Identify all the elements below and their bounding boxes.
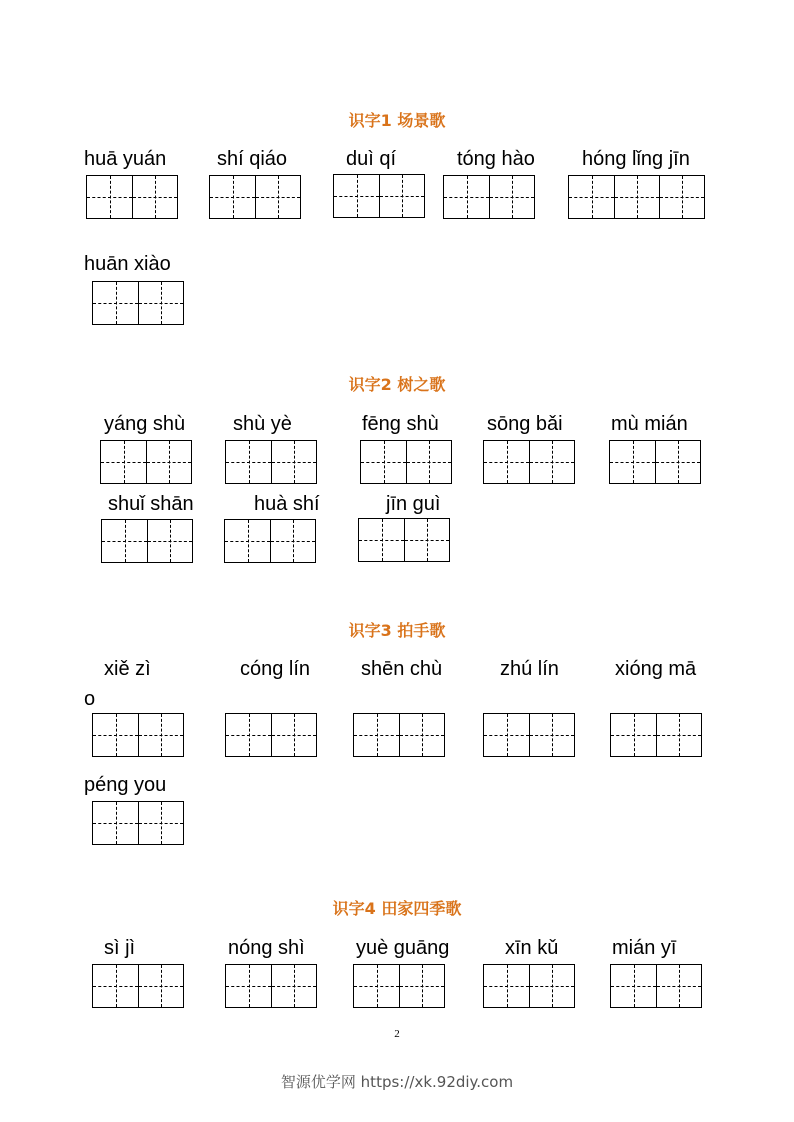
pinyin-label: sì jì xyxy=(104,937,136,959)
character-grid[interactable] xyxy=(358,518,450,562)
character-grid[interactable] xyxy=(483,964,575,1008)
character-grid[interactable] xyxy=(610,964,702,1008)
grid-cell[interactable] xyxy=(271,441,316,483)
grid-cell[interactable] xyxy=(404,519,449,561)
pinyin-label: nóng shì xyxy=(228,937,305,959)
grid-cell[interactable] xyxy=(102,520,147,562)
character-grid[interactable] xyxy=(225,713,317,757)
grid-cell[interactable] xyxy=(87,176,132,218)
grid-cell[interactable] xyxy=(659,176,704,218)
grid-cell[interactable] xyxy=(255,176,300,218)
pinyin-label: xióng mā xyxy=(615,658,697,680)
grid-cell[interactable] xyxy=(611,714,656,756)
grid-cell[interactable] xyxy=(569,176,614,218)
character-grid[interactable] xyxy=(225,964,317,1008)
grid-cell[interactable] xyxy=(226,714,271,756)
grid-cell[interactable] xyxy=(271,714,316,756)
pinyin-label: yuè guāng xyxy=(356,937,450,959)
pinyin-label: huā yuán xyxy=(84,148,167,170)
grid-cell[interactable] xyxy=(354,965,399,1007)
grid-cell[interactable] xyxy=(359,519,404,561)
footer-watermark: 智源优学网 https://xk.92diy.com xyxy=(280,1073,514,1091)
grid-cell[interactable] xyxy=(399,965,444,1007)
pinyin-label: shù yè xyxy=(233,413,292,435)
grid-cell[interactable] xyxy=(226,965,271,1007)
grid-cell[interactable] xyxy=(146,441,191,483)
character-grid[interactable] xyxy=(86,175,178,219)
character-grid[interactable] xyxy=(225,440,317,484)
grid-cell[interactable] xyxy=(484,441,529,483)
grid-cell[interactable] xyxy=(529,441,574,483)
character-grid[interactable] xyxy=(92,801,184,845)
grid-cell[interactable] xyxy=(93,282,138,324)
pinyin-label: huān xiào xyxy=(84,253,171,275)
character-grid[interactable] xyxy=(92,713,184,757)
grid-cell[interactable] xyxy=(210,176,255,218)
section-3-title: 识字3 拍手歌 xyxy=(348,621,446,640)
grid-cell[interactable] xyxy=(444,176,489,218)
pinyin-label: huà shí xyxy=(254,493,320,515)
character-grid[interactable] xyxy=(101,519,193,563)
grid-cell[interactable] xyxy=(270,520,315,562)
grid-cell[interactable] xyxy=(484,965,529,1007)
grid-cell[interactable] xyxy=(656,714,701,756)
page-number: 2 xyxy=(394,1028,400,1040)
pinyin-label: shuǐ shān xyxy=(108,493,194,515)
character-grid[interactable] xyxy=(353,964,445,1008)
pinyin-label: xīn kǔ xyxy=(505,937,559,959)
character-grid[interactable] xyxy=(360,440,452,484)
character-grid[interactable] xyxy=(610,713,702,757)
character-grid[interactable] xyxy=(353,713,445,757)
pinyin-label: duì qí xyxy=(346,148,397,170)
pinyin-label: jīn guì xyxy=(386,493,441,515)
character-grid[interactable] xyxy=(568,175,705,219)
grid-cell[interactable] xyxy=(226,441,271,483)
grid-cell[interactable] xyxy=(138,282,183,324)
character-grid[interactable] xyxy=(100,440,192,484)
grid-cell[interactable] xyxy=(614,176,659,218)
grid-cell[interactable] xyxy=(93,802,138,844)
pinyin-label: zhú lín xyxy=(500,658,559,680)
grid-cell[interactable] xyxy=(529,714,574,756)
pinyin-label: sōng bǎi xyxy=(487,413,563,435)
pinyin-label: mián yī xyxy=(612,937,677,959)
pinyin-label: cóng lín xyxy=(240,658,311,680)
grid-cell[interactable] xyxy=(379,175,424,217)
character-grid[interactable] xyxy=(483,713,575,757)
character-grid[interactable] xyxy=(443,175,535,219)
pinyin-label: xiě zì xyxy=(104,658,151,680)
grid-cell[interactable] xyxy=(354,714,399,756)
grid-cell[interactable] xyxy=(656,965,701,1007)
character-grid[interactable] xyxy=(483,440,575,484)
grid-cell[interactable] xyxy=(484,714,529,756)
grid-cell[interactable] xyxy=(361,441,406,483)
grid-cell[interactable] xyxy=(611,965,656,1007)
grid-cell[interactable] xyxy=(655,441,700,483)
grid-cell[interactable] xyxy=(138,965,183,1007)
grid-cell[interactable] xyxy=(406,441,451,483)
grid-cell[interactable] xyxy=(93,714,138,756)
character-grid[interactable] xyxy=(609,440,701,484)
character-grid[interactable] xyxy=(333,174,425,218)
grid-cell[interactable] xyxy=(132,176,177,218)
character-grid[interactable] xyxy=(209,175,301,219)
grid-cell[interactable] xyxy=(138,714,183,756)
grid-cell[interactable] xyxy=(101,441,146,483)
pinyin-label: mù mián xyxy=(611,413,688,435)
section-4-title: 识字4 田家四季歌 xyxy=(332,899,462,918)
character-grid[interactable] xyxy=(224,519,316,563)
character-grid[interactable] xyxy=(92,281,184,325)
section-1-title: 识字1 场景歌 xyxy=(348,111,446,130)
grid-cell[interactable] xyxy=(147,520,192,562)
grid-cell[interactable] xyxy=(225,520,270,562)
grid-cell[interactable] xyxy=(93,965,138,1007)
pinyin-label: shí qiáo xyxy=(217,148,288,170)
section-2-title: 识字2 树之歌 xyxy=(348,375,446,394)
grid-cell[interactable] xyxy=(138,802,183,844)
grid-cell[interactable] xyxy=(529,965,574,1007)
pinyin-label: yáng shù xyxy=(104,413,186,435)
pinyin-label: fēng shù xyxy=(362,413,439,435)
character-grid[interactable] xyxy=(92,964,184,1008)
pinyin-label: hóng lǐng jīn xyxy=(582,148,690,170)
grid-cell[interactable] xyxy=(334,175,379,217)
grid-cell[interactable] xyxy=(610,441,655,483)
pinyin-label: shēn chù xyxy=(361,658,443,680)
pinyin-label: o xyxy=(84,688,96,710)
grid-cell[interactable] xyxy=(271,965,316,1007)
pinyin-label: tóng hào xyxy=(457,148,535,170)
grid-cell[interactable] xyxy=(489,176,534,218)
pinyin-label: péng you xyxy=(84,774,167,796)
grid-cell[interactable] xyxy=(399,714,444,756)
